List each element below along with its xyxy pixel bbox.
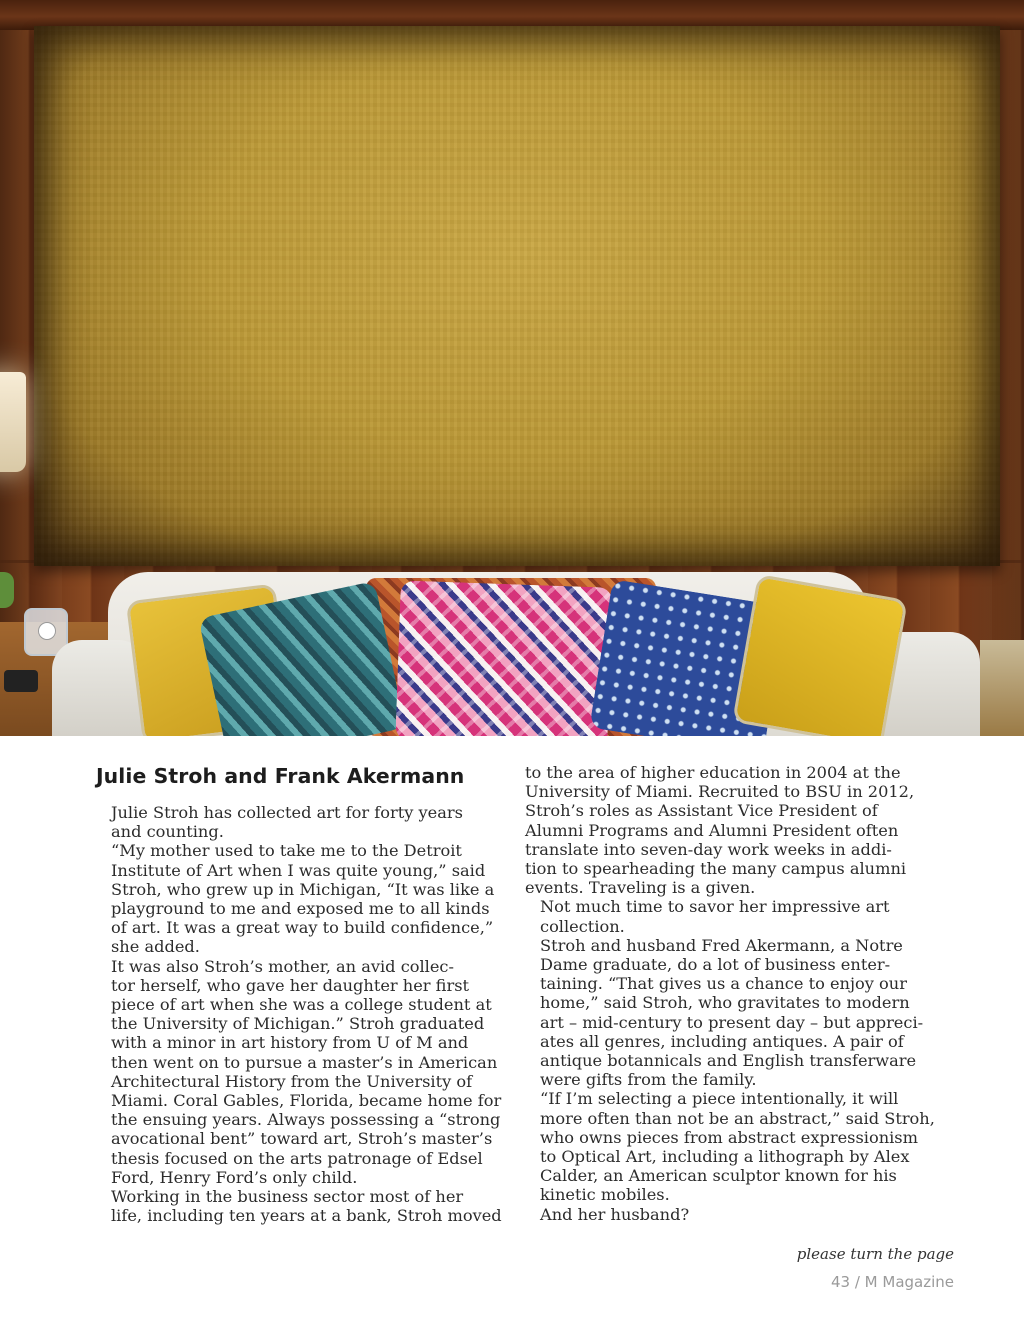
article-paragraph [96,1187,514,1225]
text-line: the University of Michigan.” Stroh graduated [111,1014,485,1034]
text-line: Institute of Art when I was quite young,” said [111,860,486,880]
text-line: the ensuing years. Always possessing a “strong [111,1110,501,1130]
text-line: Julie Stroh has collected art for forty years [111,803,463,822]
text-line: Stroh, who grew up in Michigan, “It was like a [111,879,495,899]
text-line: Alumni Programs and Alumni President often [525,820,899,840]
text-line: events. Traveling is a given. [525,878,756,898]
text-line: Architectural History from the University of [111,1071,473,1091]
side-object-right [980,640,1024,736]
text-line: Dame graduate, do a lot of business enter- [540,955,891,975]
article-paragraph [525,763,943,897]
text-line: life, including ten years at a bank, Stroh moved [111,1206,502,1226]
text-line: she added. [111,937,200,957]
text-line: of art. It was a great way to build confidence,” [111,918,494,938]
article-column-right [525,763,943,1224]
text-line: ates all genres, including antiques. A pair of [540,1031,904,1051]
text-line: Miami. Coral Gables, Florida, became home for [111,1091,502,1111]
text-line: collection. [540,916,625,936]
left-column-body [96,803,514,1225]
text-line: “If I’m selecting a piece intentionally, it will [540,1089,899,1109]
text-line: piece of art when she was a college student at [111,995,492,1015]
turn-page-note: please turn the page [796,1245,954,1263]
plant-leaf [0,572,14,608]
text-line: then went on to pursue a master’s in American [111,1052,498,1072]
text-line: translate into seven-day work weeks in addi- [525,839,892,859]
text-line: “My mother used to take me to the Detroit [111,841,462,861]
text-line: more often than not be an abstract,” said Stroh, [540,1108,935,1128]
text-line: Stroh and husband Fred Akermann, a Notre [540,935,903,955]
text-line: University of Miami. Recruited to BSU in 2012, [525,782,915,802]
text-line: tor herself, who gave her daughter her first [111,975,470,995]
text-line: And her husband? [540,1204,690,1224]
right-column-body [525,763,943,1224]
lamp-shade [0,372,26,472]
text-line: antique botannicals and English transferware [540,1051,917,1071]
text-line: Not much time to savor her impressive art [540,897,890,917]
text-line: playground to me and exposed me to all kinds [111,899,490,919]
text-line: who owns pieces from abstract expressionism [540,1127,918,1147]
text-line: Working in the business sector most of her [111,1187,464,1207]
text-line: to the area of higher education in 2004 at the [525,763,901,782]
text-line: tion to spearheading the many campus alumni [525,859,907,879]
page-folio: 43 / M Magazine [830,1273,954,1291]
text-line: art – mid-century to present day – but appreci- [540,1012,924,1032]
article-heading: Julie Stroh and Frank Akermann [96,764,465,788]
pillow-zigzag [395,580,612,736]
text-line: with a minor in art history from U of M and [111,1033,469,1053]
pillow-yellow-right [732,574,908,736]
article-paragraph [525,936,943,1090]
gold-abstract-painting [34,26,1000,566]
text-line: Ford, Henry Ford’s only child. [111,1167,358,1187]
article-paragraph [525,897,943,935]
phone-icon [4,670,38,692]
article-paragraph [525,1089,943,1204]
text-line: Calder, an American sculptor known for his [540,1166,897,1186]
article-paragraph [96,803,514,841]
text-line: taining. “That gives us a chance to enjoy our [540,974,907,994]
text-line: to Optical Art, including a lithograph by Alex [540,1147,910,1167]
text-line: Stroh’s roles as Assistant Vice President of [525,801,878,821]
text-line: and counting. [111,822,224,842]
text-line: It was also Stroh’s mother, an avid collec- [111,956,454,976]
article-paragraph [96,957,514,1187]
article-column-left [96,764,514,1225]
article-paragraph [96,841,514,956]
text-line: thesis focused on the arts patronage of Edsel [111,1148,483,1168]
text-line: kinetic mobiles. [540,1185,670,1205]
text-line: avocational bent” toward art, Stroh’s master’s [111,1129,493,1149]
text-line: were gifts from the family. [540,1070,757,1090]
article-paragraph [525,1205,943,1224]
text-line: home,” said Stroh, who gravitates to modern [540,993,910,1013]
